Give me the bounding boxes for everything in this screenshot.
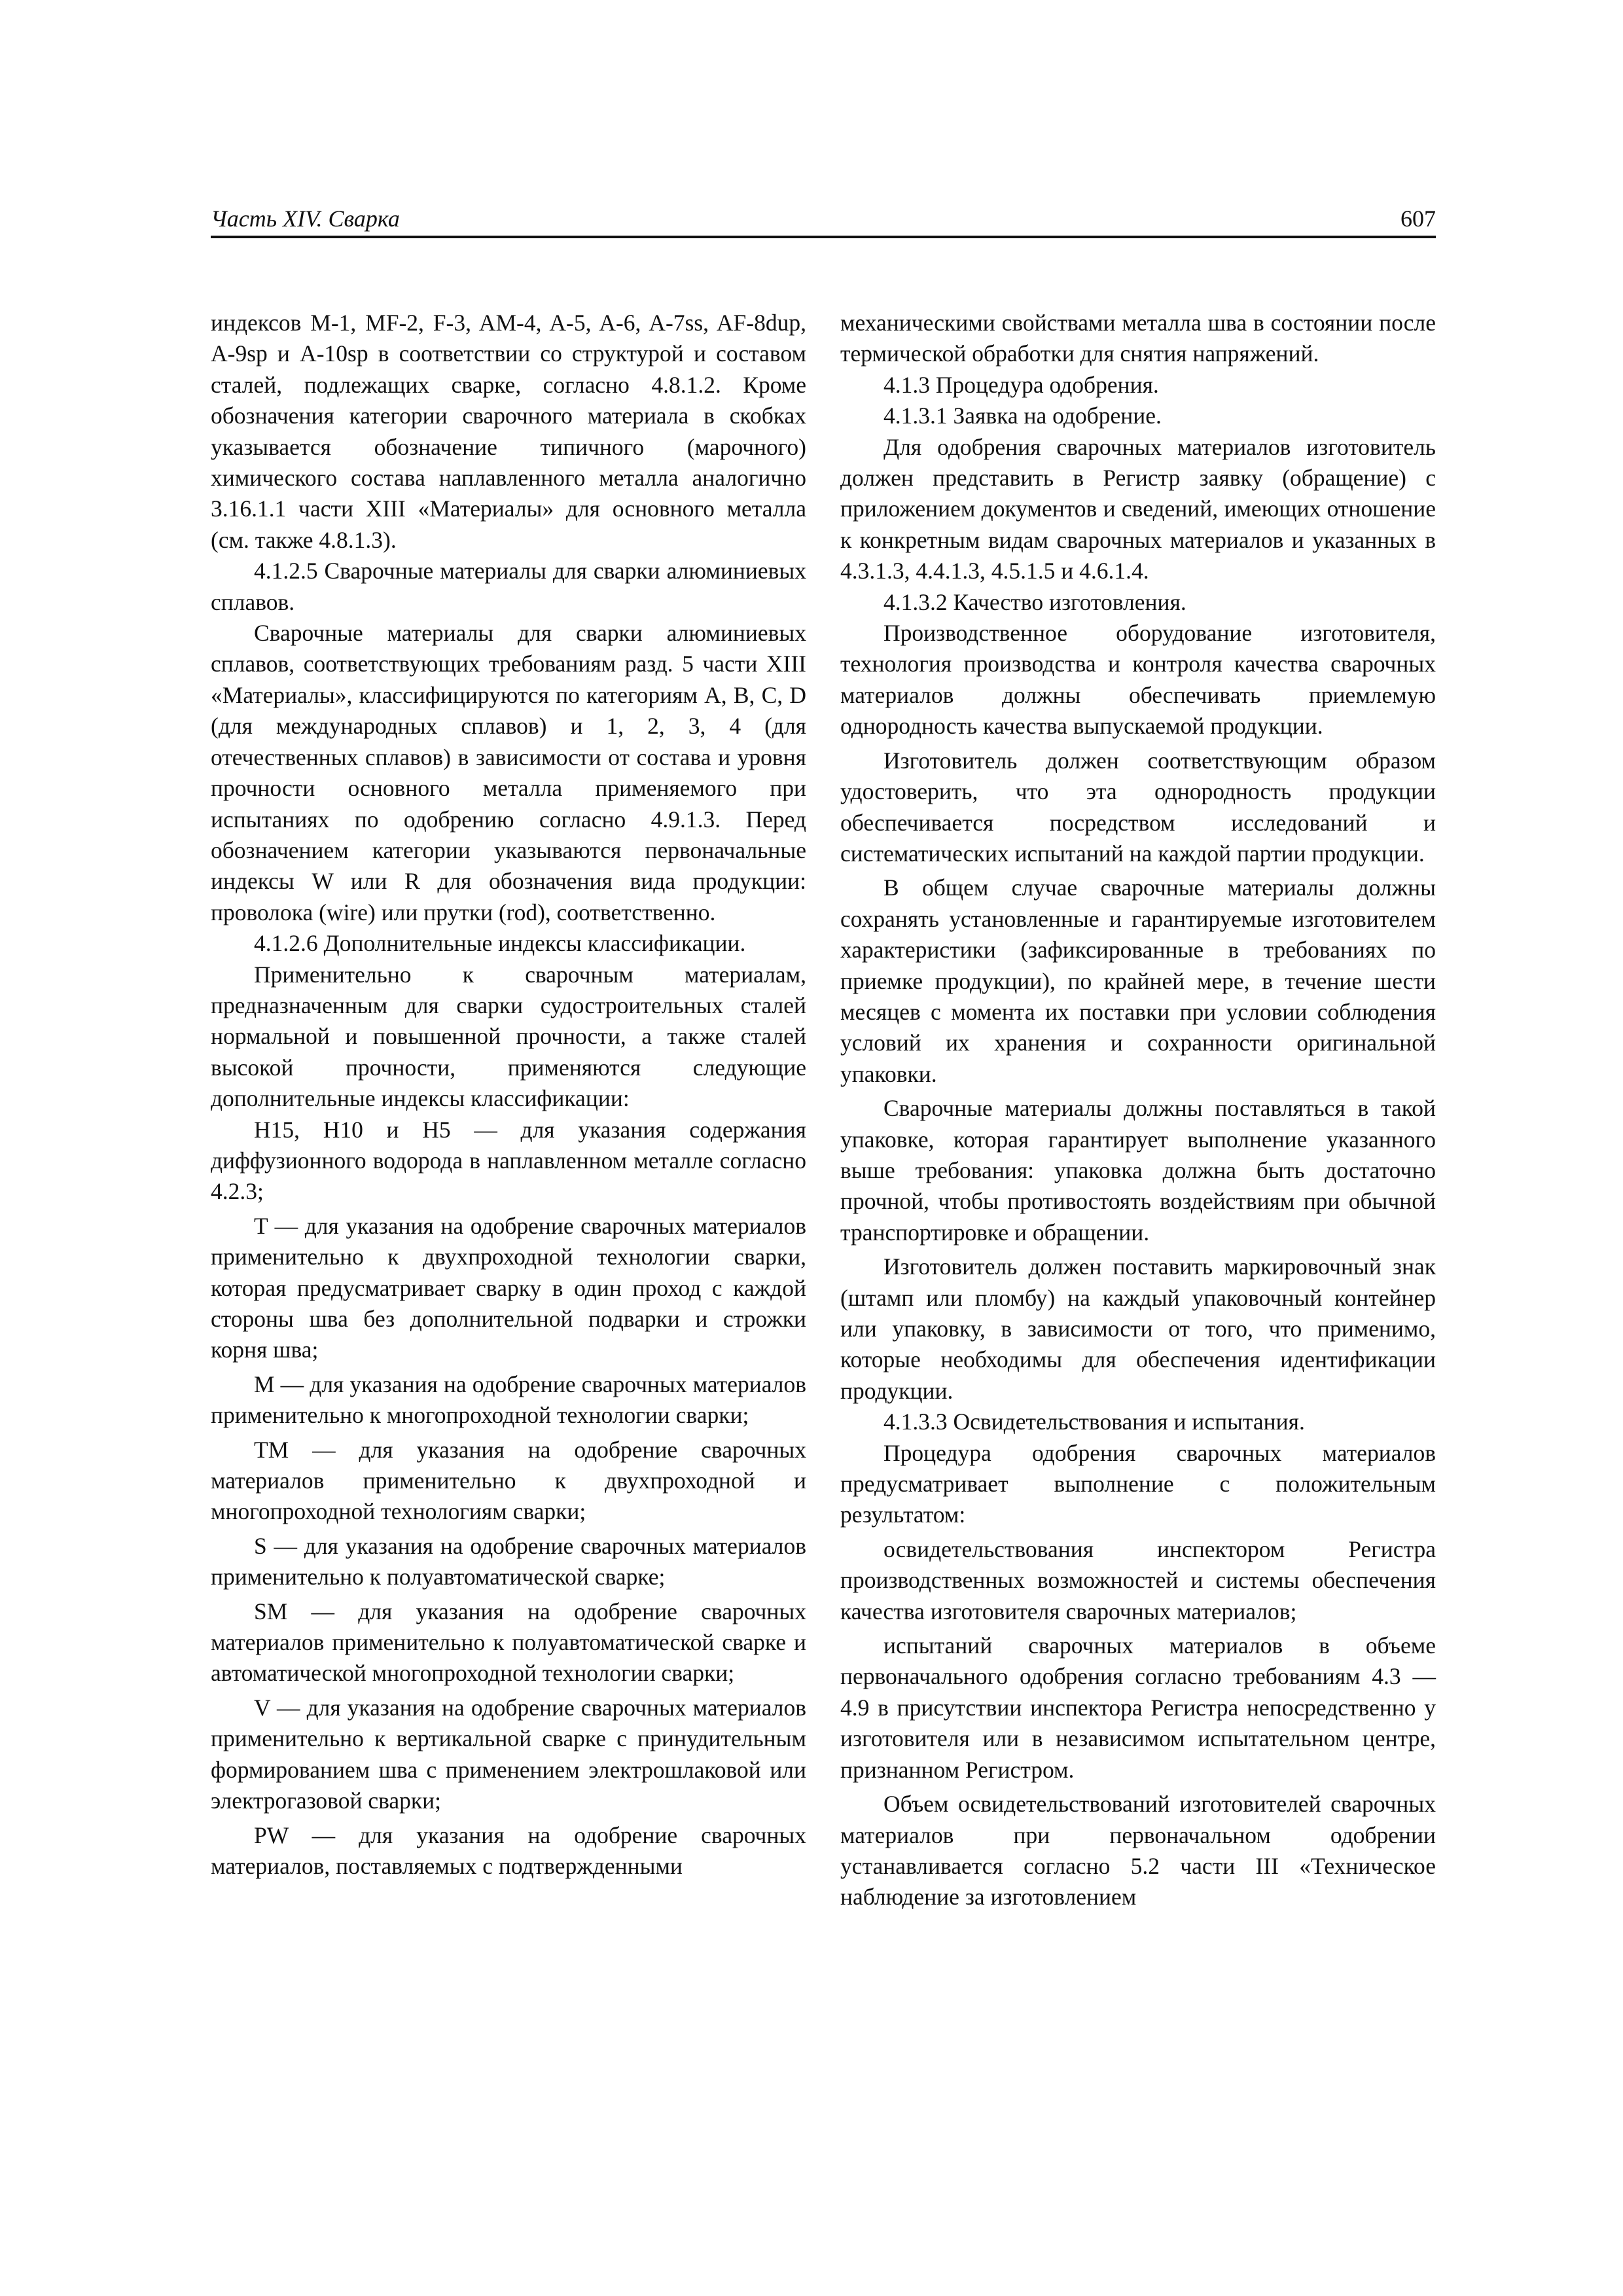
index-item-v: V — для указания на одобрение сварочных материалов применительно к вертикальной сварке с принудительным формированием шва с применением электрошлаковой или электрогазовой сварки; bbox=[211, 1694, 806, 1814]
index-item-t: T — для указания на одобрение сварочных материалов применительно к двухпроходной технологии сварки, которая предусматривает сварку в один проход с каждой стороны шва без дополнительной подварки и строжки корня шва; bbox=[211, 1212, 806, 1363]
running-header bbox=[211, 198, 1436, 238]
section-heading-4-1-2-6: 4.1.2.6 Дополнительные индексы классификации. bbox=[254, 930, 746, 957]
paragraph: индексов M-1, MF-2, F-3, AM-4, A-5, A-6, A-7ss, AF-8dup, A-9sp и A-10sp в соответствии со структурой и составом сталей, подлежащих сварке, согласно 4.8.1.2. Кроме обозначения категории сварочного материала в скобках указывается обозначение типичного (марочного) химического состава наплавленного металла аналогично 3.16.1.1 части XIII «Материалы» для основного металла (см. также 4.8.1.3). bbox=[211, 310, 806, 553]
index-item-s: S — для указания на одобрение сварочных материалов применительно к полуавтоматической сварке; bbox=[211, 1532, 806, 1590]
paragraph: Изготовитель должен поставить маркировочный знак (штамп или пломбу) на каждый упаковочный контейнер или упаковку, в зависимости от того, что применимо, которые необходимы для обеспечения идентификации продукции. bbox=[840, 1253, 1436, 1404]
list-item: испытаний сварочных материалов в объеме первоначального одобрения согласно требованиям 4.3 — 4.9 в присутствии инспектора Регистра непосредственно у изготовителя или в независимом испытательном центре, признанном Регистром. bbox=[840, 1632, 1436, 1783]
right-column bbox=[840, 308, 1436, 1913]
index-item-sm: SM — для указания на одобрение сварочных материалов применительно к полуавтоматической сварке и автоматической многопроходной технологии сварки; bbox=[211, 1598, 806, 1687]
paragraph: Производственное оборудование изготовителя, технология производства и контроля качества сварочных материалов должны обеспечивать приемлемую однородность качества выпускаемой продукции. bbox=[840, 620, 1436, 740]
paragraph: Сварочные материалы должны поставляться в такой упаковке, которая гарантирует выполнение указанного выше требования: упаковка должна быть достаточно прочной, чтобы противостоять воздействиям при обычной транспортировке и обращении. bbox=[840, 1095, 1436, 1246]
paragraph: Применительно к сварочным материалам, предназначенным для сварки судостроительных сталей нормальной и повышенной прочности, а также сталей высокой прочности, применяются следующие дополнительные индексы классификации: bbox=[211, 961, 806, 1112]
paragraph: Сварочные материалы для сварки алюминиевых сплавов, соответствующих требованиям разд. 5 части XIII «Материалы», классифицируются по категориям A, B, C, D (для международных сплавов) и 1, 2, 3, 4 (для отечественных сплавов) в зависимости от состава и уровня прочности основного металла применяемого при испытаниях по одобрению согласно 4.9.1.3. Перед обозначением категории указываются первоначальные индексы W или R для обозначения вида продукции: проволока (wire) или прутки (rod), соответственно. bbox=[211, 620, 806, 925]
paragraph: Для одобрения сварочных материалов изготовитель должен представить в Регистр заявку (обращение) с приложением документов и сведений, имеющих отношение к конкретным видам сварочных материалов и указанных в 4.3.1.3, 4.4.1.3, 4.5.1.5 и 4.6.1.4. bbox=[840, 433, 1436, 584]
section-heading-4-1-3-3: 4.1.3.3 Освидетельствования и испытания. bbox=[883, 1408, 1305, 1435]
paragraph: Изготовитель должен соответствующим образом удостоверить, что эта однородность продукции обеспечивается посредством исследований и систематических испытаний на каждой партии продукции. bbox=[840, 747, 1436, 867]
index-item-h: H15, H10 и H5 — для указания содержания диффузионного водорода в наплавленном металле согласно 4.2.3; bbox=[211, 1116, 806, 1205]
paragraph: механическими свойствами металла шва в состоянии после термической обработки для снятия напряжений. bbox=[840, 310, 1436, 367]
section-heading-4-1-3-1: 4.1.3.1 Заявка на одобрение. bbox=[883, 403, 1162, 429]
index-item-pw: PW — для указания на одобрение сварочных материалов, поставляемых с подтвержденными bbox=[211, 1821, 806, 1879]
left-column bbox=[211, 308, 806, 1882]
paragraph: В общем случае сварочные материалы должны сохранять установленные и гарантируемые изготовителем характеристики (зафиксированные в требованиях по приемке продукции), по крайней мере, в течение шести месяцев с момента их поставки при условии соблюдения условий их хранения и сохранности оригинальной упаковки. bbox=[840, 874, 1436, 1087]
list-item: освидетельствования инспектором Регистра производственных возможностей и системы обеспечения качества изготовителя сварочных материалов; bbox=[840, 1535, 1436, 1624]
index-item-m: M — для указания на одобрение сварочных материалов применительно к многопроходной технологии сварки; bbox=[211, 1371, 806, 1429]
paragraph: Объем освидетельствований изготовителей сварочных материалов при первоначальном одобрении устанавливается согласно 5.2 части III «Техническое наблюдение за изготовлением bbox=[840, 1791, 1436, 1910]
running-header-title: Часть XIV. Сварка bbox=[211, 206, 400, 232]
paragraph: Процедура одобрения сварочных материалов предусматривает выполнение с положительным результатом: bbox=[840, 1439, 1436, 1528]
page-number: 607 bbox=[1400, 206, 1436, 232]
section-heading-4-1-3: 4.1.3 Процедура одобрения. bbox=[883, 371, 1159, 398]
section-heading-4-1-3-2: 4.1.3.2 Качество изготовления. bbox=[883, 588, 1186, 615]
index-item-tm: TM — для указания на одобрение сварочных материалов применительно к двухпроходной и многопроходной технологиям сварки; bbox=[211, 1436, 806, 1525]
section-heading-4-1-2-5: 4.1.2.5 Сварочные материалы для сварки алюминиевых сплавов. bbox=[211, 558, 806, 615]
